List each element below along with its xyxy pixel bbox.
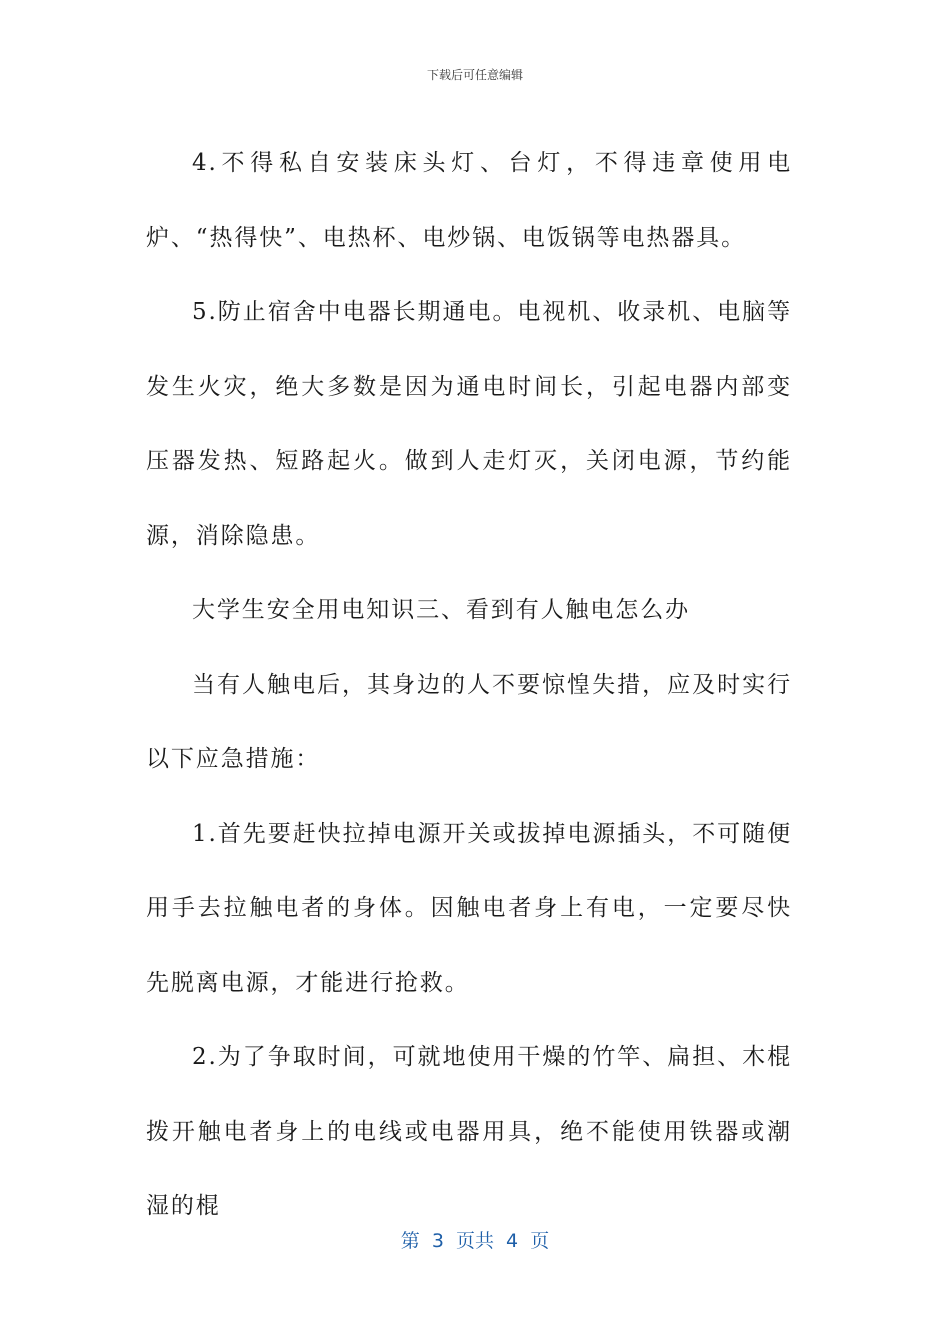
header-note: 下载后可任意编辑 xyxy=(426,68,523,82)
section-heading: 大学生安全用电知识三、看到有人触电怎么办 xyxy=(192,597,690,623)
page-footer xyxy=(0,1226,950,1253)
footer-label-mid: 页共 xyxy=(455,1230,494,1252)
paragraph-item-5: 5.防止宿舍中电器长期通电。电视机、收录机、电脑等发生火灾，绝大多数是因为通电时间长，引起电器内部变压器发热、短路起火。做到人走灯灭，关闭电源，节约能源，消除隐患。 xyxy=(146,299,792,549)
footer-label-pre: 第 xyxy=(400,1230,420,1252)
footer-label-post: 页 xyxy=(530,1230,550,1252)
paragraph-step-2: 2.为了争取时间，可就地使用干燥的竹竿、扁担、木棍拨开触电者身上的电线或电器用具，绝不能使用铁器或潮湿的棍 xyxy=(146,1044,792,1219)
paragraph-step-1: 1.首先要赶快拉掉电源开关或拔掉电源插头，不可随便用手去拉触电者的身体。因触电者身上有电，一定要尽快先脱离电源，才能进行抢救。 xyxy=(146,820,792,996)
paragraph-item-4: 4.不得私自安装床头灯、台灯，不得违章使用电炉、“热得快”、电热杯、电炒锅、电饭锅等电热器具。 xyxy=(146,150,792,251)
current-page-number: 3 xyxy=(431,1230,444,1252)
paragraph-intro: 当有人触电后，其身边的人不要惊惶失措，应及时实行以下应急措施： xyxy=(146,671,792,772)
total-page-number: 4 xyxy=(506,1230,519,1252)
document-body xyxy=(146,126,792,1244)
